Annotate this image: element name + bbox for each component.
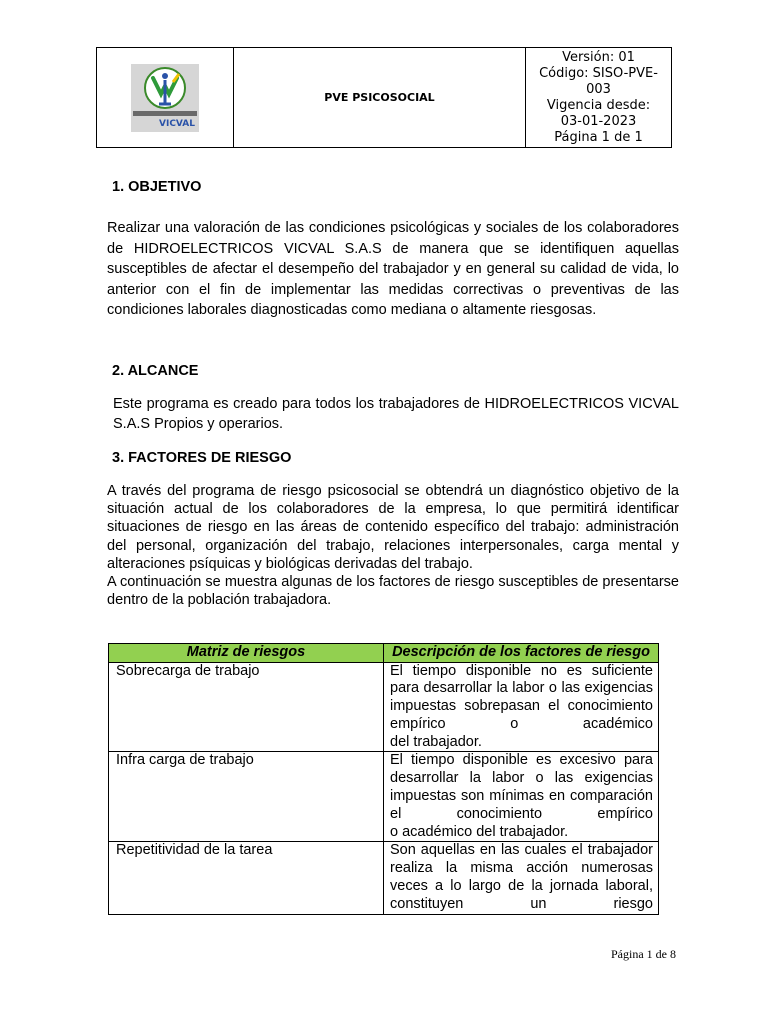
section-objetivo-body: Realizar una valoración de las condiciones psicológicas y sociales de los colaboradores de HIDROELECTRICOS VICVAL S.A.S de manera que se identifiquen aquellas susceptibles de afectar el desempeño del trabajador y en general su calidad de vida, lo anterior con el fin de implementar las medidas correctivas o preventivas de las condiciones laborales diagnosticadas como mediana o altamente riesgosas. (107, 220, 679, 319)
section-factores-heading: 3. FACTORES DE RIESGO (112, 450, 292, 466)
risk-description-text: Son aquellas en las cuales el trabajador realiza la misma acción numerosas veces a lo largo de la jornada laboral, constituyen un riesgo (390, 842, 653, 912)
company-logo (131, 64, 199, 132)
risk-name-cell: Infra carga de trabajo (109, 752, 384, 842)
document-meta (526, 48, 671, 147)
table-row (109, 752, 659, 842)
document-title: PVE PSICOSOCIAL (234, 48, 526, 147)
risk-description-cell (384, 842, 659, 914)
section-factores-body-2: A continuación se muestra algunas de los factores de riesgo susceptibles de presentarse dentro de la población trabajadora. (107, 574, 679, 609)
logo-cell (97, 48, 234, 147)
risk-description-cell (384, 752, 659, 842)
section-alcance-heading: 2. ALCANCE (112, 363, 199, 379)
risk-description-text-end: o académico del trabajador. (390, 823, 569, 840)
risk-name-cell: Sobrecarga de trabajo (109, 662, 384, 752)
code-label-cont: 003 (586, 81, 611, 97)
risk-description-text: El tiempo disponible no es suficiente para desarrollar la labor o las exigencias impuestas sobrepasan el conocimiento empírico o académico (390, 662, 653, 732)
section-objetivo-heading: 1. OBJETIVO (112, 179, 202, 195)
code-label: Código: SISO-PVE- (539, 65, 658, 81)
table-row (109, 662, 659, 752)
document-header (96, 47, 672, 148)
version-label: Versión: 01 (562, 49, 635, 65)
table-header-row (109, 644, 659, 663)
table-row (109, 842, 659, 914)
risk-description-text-end: del trabajador. (390, 733, 482, 750)
header-page-label: Página 1 de 1 (554, 129, 643, 145)
risk-name-cell: Repetitividad de la tarea (109, 842, 384, 914)
validity-date: 03-01-2023 (560, 113, 637, 129)
column-header-risk: Matriz de riesgos (109, 644, 384, 663)
section-alcance-body: Este programa es creado para todos los trabajadores de HIDROELECTRICOS VICVAL S.A.S Propios y operarios. (113, 396, 679, 432)
svg-text:VICVAL: VICVAL (159, 118, 195, 129)
column-header-description: Descripción de los factores de riesgo (384, 644, 659, 663)
validity-label: Vigencia desde: (546, 97, 651, 113)
risk-description-text: El tiempo disponible es excesivo para desarrollar la labor o las exigencias impuestas son mínimas en comparación el conocimiento empírico (390, 752, 653, 822)
company-logo-graphic (131, 64, 199, 132)
page-number-footer: Página 1 de 8 (611, 947, 676, 961)
risk-matrix-table (108, 643, 659, 915)
section-factores-body: A través del programa de riesgo psicosocial se obtendrá un diagnóstico objetivo de la situación actual de los colaboradores de la empresa, lo que permitirá identificar situaciones de riesgo en las áreas de contenido específico del trabajo: administración del personal, organización del trabajo, relaciones interpersonales, carga mental y alteraciones psíquicas y biológicas derivadas del trabajo. (107, 483, 679, 572)
risk-description-cell (384, 662, 659, 752)
